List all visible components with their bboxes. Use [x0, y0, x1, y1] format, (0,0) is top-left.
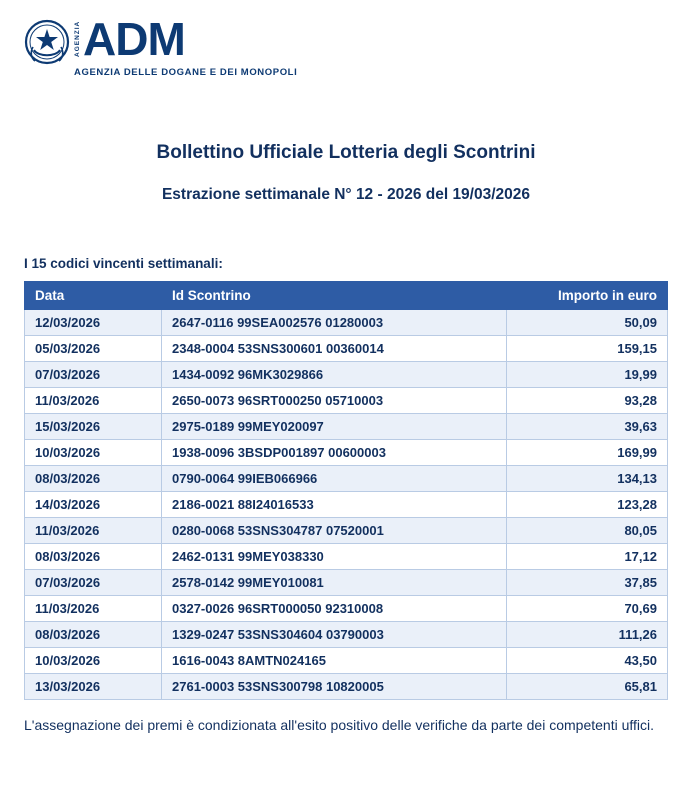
cell-receipt-id: 1938-0096 3BSDP001897 00600003 — [162, 440, 507, 466]
cell-receipt-id: 2186-0021 88I24016533 — [162, 492, 507, 518]
logo-text-block — [74, 13, 298, 78]
cell-amount: 17,12 — [507, 544, 668, 570]
cell-receipt-id: 2975-0189 99MEY020097 — [162, 414, 507, 440]
cell-amount: 19,99 — [507, 362, 668, 388]
cell-date: 10/03/2026 — [25, 648, 162, 674]
cell-amount: 111,26 — [507, 622, 668, 648]
cell-date: 11/03/2026 — [25, 596, 162, 622]
cell-date: 07/03/2026 — [25, 362, 162, 388]
cell-amount: 37,85 — [507, 570, 668, 596]
page-subtitle: Estrazione settimanale N° 12 - 2026 del 19/03/2026 — [161, 186, 531, 203]
table-row — [25, 622, 668, 648]
table-row — [25, 518, 668, 544]
cell-receipt-id: 1616-0043 8AMTN024165 — [162, 648, 507, 674]
cell-amount: 159,15 — [507, 336, 668, 362]
cell-date: 11/03/2026 — [25, 518, 162, 544]
table-row — [25, 570, 668, 596]
cell-date: 13/03/2026 — [25, 674, 162, 700]
table-row — [25, 388, 668, 414]
cell-date: 12/03/2026 — [25, 310, 162, 336]
cell-date: 14/03/2026 — [25, 492, 162, 518]
table-row — [25, 466, 668, 492]
cell-amount: 93,28 — [507, 388, 668, 414]
cell-amount: 134,13 — [507, 466, 668, 492]
table-head — [25, 282, 668, 310]
table-row — [25, 492, 668, 518]
table-row — [25, 440, 668, 466]
cell-receipt-id: 0790-0064 99IEB066966 — [162, 466, 507, 492]
logo-vertical-label: AGENZIA — [74, 20, 81, 58]
cell-date: 05/03/2026 — [25, 336, 162, 362]
document-header — [24, 0, 668, 78]
cell-receipt-id: 2761-0003 53SNS300798 10820005 — [162, 674, 507, 700]
table-row — [25, 414, 668, 440]
intro-text: I 15 codici vincenti settimanali: — [24, 256, 223, 271]
table-row — [25, 596, 668, 622]
winning-codes-table — [24, 281, 668, 700]
cell-receipt-id: 2578-0142 99MEY010081 — [162, 570, 507, 596]
cell-amount: 80,05 — [507, 518, 668, 544]
footer-note: L'assegnazione dei premi è condizionata all'esito positivo delle verifiche da parte dei competenti uffici. — [24, 717, 655, 733]
table-body — [25, 310, 668, 700]
page-title: Bollettino Ufficiale Lotteria degli Scontrini — [156, 142, 536, 163]
cell-receipt-id: 2647-0116 99SEA002576 01280003 — [162, 310, 507, 336]
cell-receipt-id: 0280-0068 53SNS304787 07520001 — [162, 518, 507, 544]
column-header-receipt: Id Scontrino — [162, 282, 507, 310]
cell-date: 08/03/2026 — [25, 622, 162, 648]
table-row — [25, 362, 668, 388]
table-row — [25, 648, 668, 674]
cell-amount: 65,81 — [507, 674, 668, 700]
republic-emblem-icon — [24, 16, 70, 68]
cell-receipt-id: 2348-0004 53SNS300601 00360014 — [162, 336, 507, 362]
cell-receipt-id: 1329-0247 53SNS304604 03790003 — [162, 622, 507, 648]
cell-amount: 70,69 — [507, 596, 668, 622]
logo-wordmark: ADM — [83, 13, 185, 65]
table-row — [25, 544, 668, 570]
adm-logo — [24, 13, 298, 78]
cell-amount: 39,63 — [507, 414, 668, 440]
cell-date: 07/03/2026 — [25, 570, 162, 596]
cell-amount: 43,50 — [507, 648, 668, 674]
table-row — [25, 336, 668, 362]
logo-subtitle: AGENZIA DELLE DOGANE E DEI MONOPOLI — [74, 67, 298, 78]
logo-wordmark-row — [74, 13, 297, 65]
cell-receipt-id: 2462-0131 99MEY038330 — [162, 544, 507, 570]
cell-amount: 123,28 — [507, 492, 668, 518]
cell-receipt-id: 2650-0073 96SRT000250 05710003 — [162, 388, 507, 414]
cell-date: 10/03/2026 — [25, 440, 162, 466]
cell-date: 15/03/2026 — [25, 414, 162, 440]
column-header-date: Data — [25, 282, 162, 310]
table-row — [25, 310, 668, 336]
cell-amount: 50,09 — [507, 310, 668, 336]
cell-date: 11/03/2026 — [25, 388, 162, 414]
cell-receipt-id: 1434-0092 96MK3029866 — [162, 362, 507, 388]
cell-date: 08/03/2026 — [25, 544, 162, 570]
cell-amount: 169,99 — [507, 440, 668, 466]
table-row — [25, 674, 668, 700]
cell-receipt-id: 0327-0026 96SRT000050 92310008 — [162, 596, 507, 622]
column-header-amount: Importo in euro — [507, 282, 668, 310]
cell-date: 08/03/2026 — [25, 466, 162, 492]
table-header-row — [25, 282, 668, 310]
